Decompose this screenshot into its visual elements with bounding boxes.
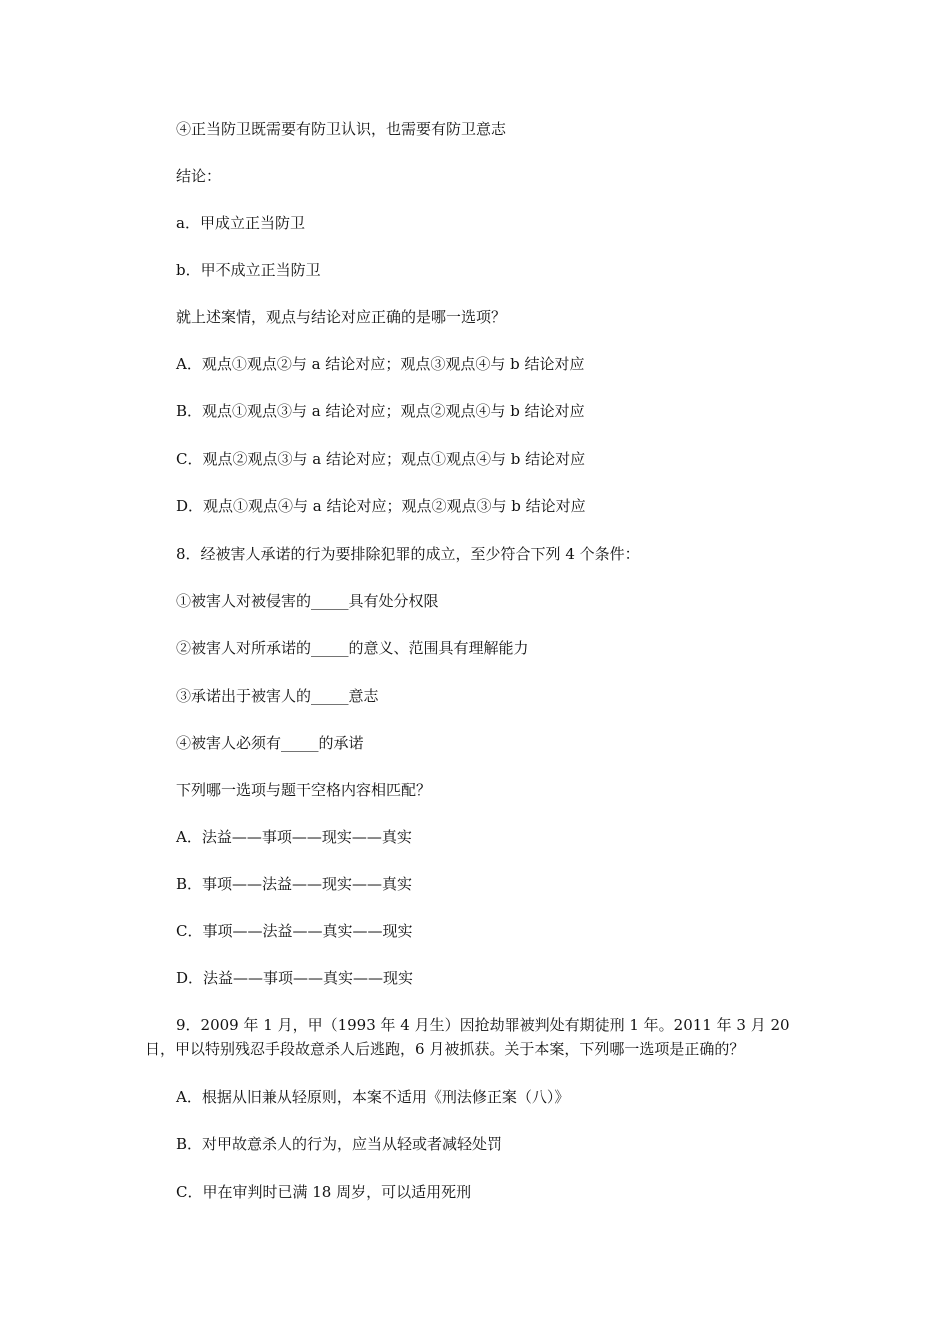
question-9-option-c: C．甲在审判时已满 18 周岁，可以适用死刑 xyxy=(176,1183,472,1201)
question-8-prompt: 下列哪一选项与题干空格内容相匹配？ xyxy=(176,781,432,799)
question-7-option-a: A．观点①观点②与 a 结论对应；观点③观点④与 b 结论对应 xyxy=(176,355,585,373)
question-7-prompt: 就上述案情，观点与结论对应正确的是哪一选项？ xyxy=(176,308,507,326)
condition-3: ③承诺出于被害人的_____意志 xyxy=(176,687,379,705)
question-7-option-b: B．观点①观点③与 a 结论对应；观点②观点④与 b 结论对应 xyxy=(176,402,585,420)
question-9-stem: 9．2009 年 1 月，甲（1993 年 4 月生）因抢劫罪被判处有期徒刑 1 年。2011 年 3 月 20 日，甲以特别残忍手段故意杀人后逃跑，6 月被抓获。关于本案，下列哪一选项是正确的？ xyxy=(145,1016,790,1058)
question-9-option-b: B．对甲故意杀人的行为，应当从轻或者减轻处罚 xyxy=(176,1135,503,1153)
question-8-option-a: A．法益——事项——现实——真实 xyxy=(176,828,412,846)
question-9-option-a: A．根据从旧兼从轻原则，本案不适用《刑法修正案（八）》 xyxy=(176,1088,570,1106)
question-7-option-c: C．观点②观点③与 a 结论对应；观点①观点④与 b 结论对应 xyxy=(176,450,586,468)
viewpoint-4: ④正当防卫既需要有防卫认识，也需要有防卫意志 xyxy=(176,120,507,138)
conclusion-a: a．甲成立正当防卫 xyxy=(176,214,305,232)
conclusion-heading: 结论： xyxy=(176,167,222,185)
conclusion-b: b．甲不成立正当防卫 xyxy=(176,261,321,279)
question-8-option-d: D．法益——事项——真实——现实 xyxy=(176,969,414,987)
condition-1: ①被害人对被侵害的_____具有处分权限 xyxy=(176,592,439,610)
question-8-option-b: B．事项——法益——现实——真实 xyxy=(176,875,413,893)
question-8-stem: 8．经被害人承诺的行为要排除犯罪的成立，至少符合下列 4 个条件： xyxy=(176,545,640,563)
condition-2: ②被害人对所承诺的_____的意义、范围具有理解能力 xyxy=(176,639,529,657)
question-8-option-c: C．事项——法益——真实——现实 xyxy=(176,922,413,940)
condition-4: ④被害人必须有_____的承诺 xyxy=(176,734,364,752)
question-7-option-d: D．观点①观点④与 a 结论对应；观点②观点③与 b 结论对应 xyxy=(176,497,586,515)
